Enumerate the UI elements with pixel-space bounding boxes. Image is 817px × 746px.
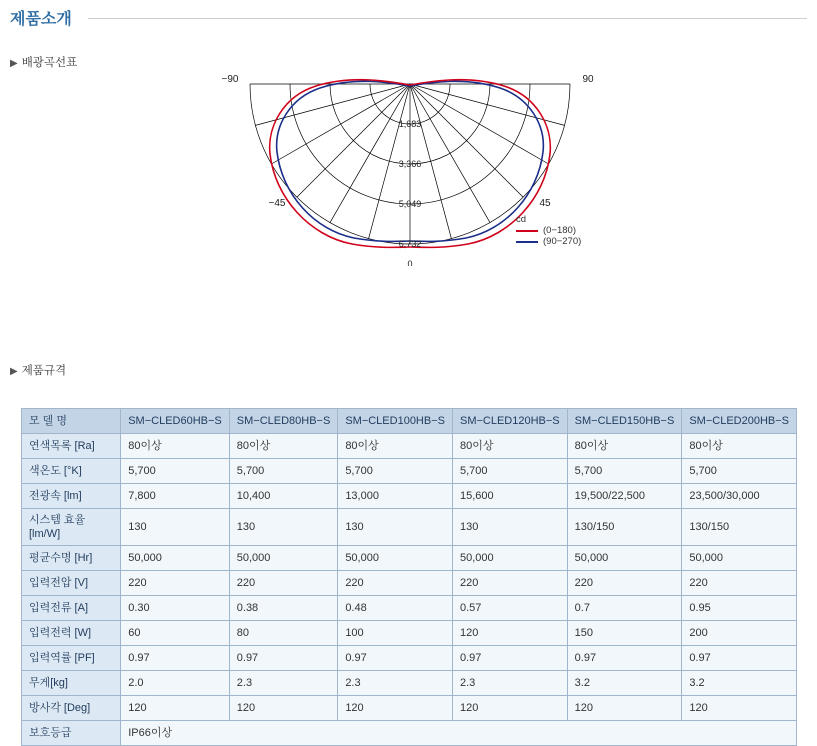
cell-lifetime-5: 50,000 <box>567 546 682 571</box>
cell-cct-4: 5,700 <box>452 459 567 484</box>
cell-lumen-6: 23,500/30,000 <box>682 484 797 509</box>
cell-current-6: 0.95 <box>682 596 797 621</box>
table-row <box>22 571 797 596</box>
column-header-2: SM−CLED80HB−S <box>229 409 338 434</box>
section-heading-light-distribution <box>10 54 77 70</box>
table-row <box>22 434 797 459</box>
cell-power-1: 60 <box>121 621 230 646</box>
legend-unit-label: cd <box>516 214 527 225</box>
cell-current-1: 0.30 <box>121 596 230 621</box>
column-header-3: SM−CLED100HB−S <box>338 409 453 434</box>
cell-current-3: 0.48 <box>338 596 453 621</box>
angle-label-90: 90 <box>582 74 594 85</box>
cell-cct-1: 5,700 <box>121 459 230 484</box>
cell-pf-3: 0.97 <box>338 646 453 671</box>
cell-efficacy-5: 130/150 <box>567 509 682 546</box>
section-heading-specs-label: 제품규격 <box>21 365 67 377</box>
column-header-4: SM−CLED120HB−S <box>452 409 567 434</box>
cell-voltage-1: 220 <box>121 571 230 596</box>
cell-power-3: 100 <box>338 621 453 646</box>
cell-lumen-3: 13,000 <box>338 484 453 509</box>
section-heading-specs <box>10 362 66 378</box>
legend-item-0-180 <box>516 225 581 236</box>
cell-power-2: 80 <box>229 621 338 646</box>
table-row <box>22 646 797 671</box>
table-row <box>22 459 797 484</box>
cell-pf-4: 0.97 <box>452 646 567 671</box>
cell-efficacy-4: 130 <box>452 509 567 546</box>
cell-cct-2: 5,700 <box>229 459 338 484</box>
column-header-1: SM−CLED60HB−S <box>121 409 230 434</box>
cell-lifetime-4: 50,000 <box>452 546 567 571</box>
cell-voltage-3: 220 <box>338 571 453 596</box>
cell-ra-6: 80이상 <box>682 434 797 459</box>
cell-lumen-5: 19,500/22,500 <box>567 484 682 509</box>
cell-ra-5: 80이상 <box>567 434 682 459</box>
row-label-pf: 입력역률 [PF] <box>22 646 121 671</box>
row-label-efficacy-line1: 시스템 효율 <box>29 514 86 526</box>
table-row <box>22 484 797 509</box>
angle-label-45: 45 <box>539 198 551 209</box>
spoke-75 <box>410 84 565 125</box>
cell-cct-6: 5,700 <box>682 459 797 484</box>
cell-ra-1: 80이상 <box>121 434 230 459</box>
cell-beam-4: 120 <box>452 696 567 721</box>
row-label-ra: 연색목록 [Ra] <box>22 434 121 459</box>
cell-beam-2: 120 <box>229 696 338 721</box>
row-label-lifetime: 평균수명 [Hr] <box>22 546 121 571</box>
spec-table-body <box>22 434 797 746</box>
column-header-5: SM−CLED150HB−S <box>567 409 682 434</box>
cell-weight-3: 2.3 <box>338 671 453 696</box>
radial-tick-4: 6,732 <box>398 239 422 249</box>
cell-efficacy-3: 130 <box>338 509 453 546</box>
triangle-bullet-icon-2: ▶ <box>10 366 18 377</box>
column-header-6: SM−CLED200HB−S <box>682 409 797 434</box>
row-label-efficacy <box>22 509 121 546</box>
cell-cct-3: 5,700 <box>338 459 453 484</box>
row-label-beam-angle: 방사각 [Deg] <box>22 696 121 721</box>
table-row <box>22 596 797 621</box>
column-header-model: 모 델 명 <box>22 409 121 434</box>
section-heading-light-distribution-label: 배광곡선표 <box>21 57 78 69</box>
triangle-bullet-icon: ▶ <box>10 58 18 69</box>
spoke-60 <box>410 84 549 164</box>
table-row-ip-rating <box>22 721 797 746</box>
spoke-45 <box>410 84 523 197</box>
cell-efficacy-1: 130 <box>121 509 230 546</box>
table-row <box>22 546 797 571</box>
cell-beam-3: 120 <box>338 696 453 721</box>
angle-label-minus-90: −90 <box>221 74 239 85</box>
cell-pf-6: 0.97 <box>682 646 797 671</box>
legend-item-90-270 <box>516 236 581 247</box>
cell-efficacy-2: 130 <box>229 509 338 546</box>
cell-lumen-4: 15,600 <box>452 484 567 509</box>
cell-efficacy-6: 130/150 <box>682 509 797 546</box>
cell-power-5: 150 <box>567 621 682 646</box>
cell-ip-rating-value: IP66이상 <box>121 721 797 746</box>
title-divider <box>88 18 807 19</box>
cell-power-4: 120 <box>452 621 567 646</box>
cell-voltage-6: 220 <box>682 571 797 596</box>
legend-swatch-blue-icon <box>516 241 538 243</box>
spoke-m45 <box>297 84 410 197</box>
spec-table-head <box>22 409 797 434</box>
cell-current-2: 0.38 <box>229 596 338 621</box>
cell-beam-6: 120 <box>682 696 797 721</box>
radial-tick-1: 1,683 <box>398 119 422 129</box>
cell-cct-5: 5,700 <box>567 459 682 484</box>
row-label-cct: 색온도 [°K] <box>22 459 121 484</box>
angle-label-0: 0 <box>407 259 413 266</box>
cell-weight-1: 2.0 <box>121 671 230 696</box>
cell-current-5: 0.7 <box>567 596 682 621</box>
row-label-voltage: 입력전압 [V] <box>22 571 121 596</box>
row-label-efficacy-line2: [lm/W] <box>29 528 61 540</box>
cell-ra-4: 80이상 <box>452 434 567 459</box>
cell-voltage-2: 220 <box>229 571 338 596</box>
radial-tick-2: 3,366 <box>398 159 422 169</box>
cell-voltage-4: 220 <box>452 571 567 596</box>
cell-lumen-2: 10,400 <box>229 484 338 509</box>
cell-power-6: 200 <box>682 621 797 646</box>
cell-lumen-1: 7,800 <box>121 484 230 509</box>
table-row <box>22 509 797 546</box>
row-label-power: 입력전력 [W] <box>22 621 121 646</box>
row-label-weight: 무게[kg] <box>22 671 121 696</box>
cell-lifetime-1: 50,000 <box>121 546 230 571</box>
page-header <box>10 6 807 32</box>
cell-weight-5: 3.2 <box>567 671 682 696</box>
cell-ra-2: 80이상 <box>229 434 338 459</box>
cell-beam-5: 120 <box>567 696 682 721</box>
spoke-30 <box>410 84 490 223</box>
cell-pf-2: 0.97 <box>229 646 338 671</box>
radial-tick-3: 5,049 <box>398 199 422 209</box>
cell-weight-6: 3.2 <box>682 671 797 696</box>
row-label-lumen: 전광속 [lm] <box>22 484 121 509</box>
cell-current-4: 0.57 <box>452 596 567 621</box>
table-row <box>22 671 797 696</box>
cell-lifetime-3: 50,000 <box>338 546 453 571</box>
cell-weight-4: 2.3 <box>452 671 567 696</box>
cell-lifetime-6: 50,000 <box>682 546 797 571</box>
cell-beam-1: 120 <box>121 696 230 721</box>
row-label-ip-rating: 보호등급 <box>22 721 121 746</box>
page-title: 제품소개 <box>10 11 72 28</box>
angle-label-minus-45: −45 <box>268 198 286 209</box>
table-row <box>22 696 797 721</box>
row-label-current: 입력전류 [A] <box>22 596 121 621</box>
legend-label-0-180: (0−180) <box>543 225 577 236</box>
table-header-row <box>22 409 797 434</box>
spoke-m60 <box>271 84 410 164</box>
legend-swatch-red-icon <box>516 230 538 232</box>
cell-voltage-5: 220 <box>567 571 682 596</box>
cell-lifetime-2: 50,000 <box>229 546 338 571</box>
cell-ra-3: 80이상 <box>338 434 453 459</box>
spoke-m75 <box>255 84 410 125</box>
cell-pf-1: 0.97 <box>121 646 230 671</box>
legend-label-90-270: (90−270) <box>543 236 582 247</box>
cell-weight-2: 2.3 <box>229 671 338 696</box>
table-row <box>22 621 797 646</box>
chart-legend <box>516 214 581 247</box>
product-spec-table <box>21 408 797 746</box>
cell-pf-5: 0.97 <box>567 646 682 671</box>
